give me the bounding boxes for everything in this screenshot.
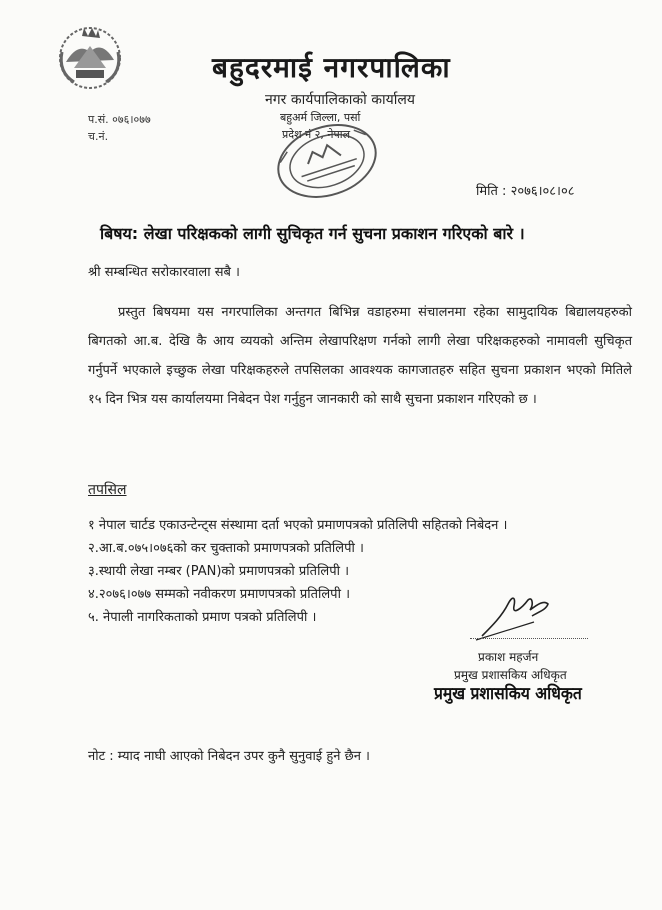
municipality-name: बहुदरमाई नगरपालिका xyxy=(212,51,451,84)
notice-date: मिति : २०७६।०८।०८ xyxy=(476,184,575,199)
schedule-item: ५. नेपाली नागरिकताको प्रमाण पत्रको प्रतिलिपी । xyxy=(88,610,317,625)
signatory-title: प्रमुख प्रशासकिय अधिकृत xyxy=(454,668,567,682)
handwritten-signature-icon xyxy=(472,586,562,642)
schedule-heading: तपसिल xyxy=(88,482,127,498)
schedule-item: ४.२०७६।०७७ सम्मको नवीकरण प्रमाणपत्रको प्रतिलिपी । xyxy=(88,587,350,602)
schedule-item: १ नेपाल चार्टड एकाउन्टेन्ट्स संस्थामा दर्ता भएको प्रमाणपत्रको प्रतिलिपी सहितको निबेदन । xyxy=(88,518,508,533)
schedule-list xyxy=(88,514,507,629)
schedule-item: २.आ.ब.०७५।०७६को कर चुक्ताको प्रमाणपत्रको प्रतिलिपी । xyxy=(88,541,364,556)
notice-subject: बिषय: लेखा परिक्षकको लागी सुचिकृत गर्न सुचना प्रकाशन गरिएको बारे । xyxy=(100,224,525,243)
nepal-government-emblem-icon xyxy=(52,22,128,92)
office-round-stamp-icon xyxy=(268,118,386,204)
salutation: श्री सम्बन्धित सरोकारवाला सबै । xyxy=(88,265,240,280)
dispatch-number: च.नं. xyxy=(88,130,109,143)
signatory-name: प्रकाश महर्जन xyxy=(478,650,539,664)
office-name: नगर कार्यपालिकाको कार्यालय xyxy=(265,92,415,108)
notice-note: नोट : म्याद नाघी आएको निबेदन उपर कुनै सुनुवाई हुने छैन । xyxy=(88,749,370,764)
address-line-1: बहुअर्म जिल्ला, पर्सा xyxy=(280,111,361,124)
signatory-seal-title: प्रमुख प्रशासकिय अधिकृत xyxy=(434,684,582,704)
address-line-2: प्रदेश नं २, नेपाल xyxy=(282,128,351,141)
reference-number: प.सं. ०७६।०७७ xyxy=(88,113,151,126)
schedule-item: ३.स्थायी लेखा नम्बर (PAN)को प्रमाणपत्रको प्रतिलिपी । xyxy=(88,564,350,579)
signature-line xyxy=(470,638,588,639)
notice-body: प्रस्तुत बिषयमा यस नगरपालिका अन्तगत बिभिन्न वडाहरुमा संचालनमा रहेका सामुदायिक बिद्यालयहरुको बिगतको आ.ब. देखि कै आय व्ययको अन्तिम लेखापरिक्षण गर्नको लागी लेखा परिक्षकहरुको नामावली सुचिकृत गर्नुपर्ने भएकाले इच्छुक लेखा परिक्षकहरुले तपसिलका आवश्यक कागजातहरु सहित सुचना प्रकाशन भएको मितिले १५ दिन भित्र यस कार्यालयमा निबेदन पेश गर्नुहुन जानकारी को साथै सुचना प्रकाशन गरिएको छ । xyxy=(88,305,632,407)
